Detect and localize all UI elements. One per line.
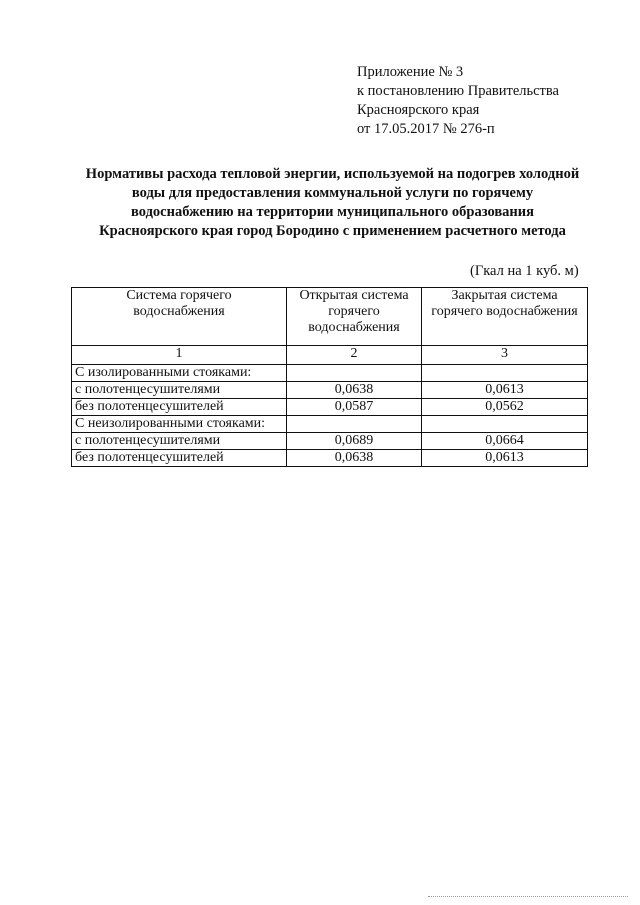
empty-cell <box>287 416 422 433</box>
header-text: горячего водоснабжения <box>431 304 578 319</box>
closed-value: 0,0664 <box>422 433 588 450</box>
appendix-line: Приложение № 3 <box>357 64 464 80</box>
row-label: без полотенцесушителей <box>72 399 287 416</box>
group-row <box>72 416 588 433</box>
norms-table <box>71 287 588 467</box>
open-value: 0,0638 <box>287 382 422 399</box>
scan-edge-line <box>428 896 628 898</box>
title-line: Красноярского края город Бородино с применением расчетного метода <box>99 223 566 239</box>
table-header-row <box>72 288 588 346</box>
appendix-line: от 17.05.2017 № 276-п <box>357 121 495 137</box>
table-row <box>72 450 588 467</box>
appendix-line: Красноярского края <box>357 102 480 118</box>
title-line: воды для предоставления коммунальной услуги по горячему <box>131 185 534 201</box>
row-label: без полотенцесушителей <box>72 450 287 467</box>
header-text: Открытая система <box>299 288 409 303</box>
column-number: 3 <box>422 346 588 365</box>
header-text: Система горячего <box>126 288 232 303</box>
group-row <box>72 365 588 382</box>
closed-value: 0,0613 <box>422 382 588 399</box>
table-row <box>72 399 588 416</box>
table-row <box>72 382 588 399</box>
empty-cell <box>287 365 422 382</box>
row-label: с полотенцесушителями <box>72 433 287 450</box>
closed-value: 0,0613 <box>422 450 588 467</box>
header-text: водоснабжения <box>308 320 400 335</box>
header-system <box>72 288 287 346</box>
column-number: 2 <box>287 346 422 365</box>
table-row <box>72 433 588 450</box>
open-value: 0,0638 <box>287 450 422 467</box>
empty-cell <box>422 416 588 433</box>
header-closed-system <box>422 288 588 346</box>
row-label: с полотенцесушителями <box>72 382 287 399</box>
document-title <box>60 165 605 241</box>
appendix-line: к постановлению Правительства <box>357 83 559 99</box>
column-numbers-row <box>72 346 588 365</box>
open-value: 0,0689 <box>287 433 422 450</box>
header-text: Закрытая система <box>451 288 558 303</box>
empty-cell <box>422 365 588 382</box>
closed-value: 0,0562 <box>422 399 588 416</box>
units-label: (Гкал на 1 куб. м) <box>470 263 579 279</box>
header-text: водоснабжения <box>133 304 225 319</box>
header-open-system <box>287 288 422 346</box>
group-label: С неизолированными стояками: <box>72 416 287 433</box>
title-line: Нормативы расхода тепловой энергии, используемой на подогрев холодной <box>85 166 580 182</box>
open-value: 0,0587 <box>287 399 422 416</box>
column-number: 1 <box>72 346 287 365</box>
header-text: горячего <box>328 304 380 319</box>
group-label: С изолированными стояками: <box>72 365 287 382</box>
title-line: водоснабжению на территории муниципального образования <box>131 204 534 220</box>
appendix-block <box>357 63 559 139</box>
